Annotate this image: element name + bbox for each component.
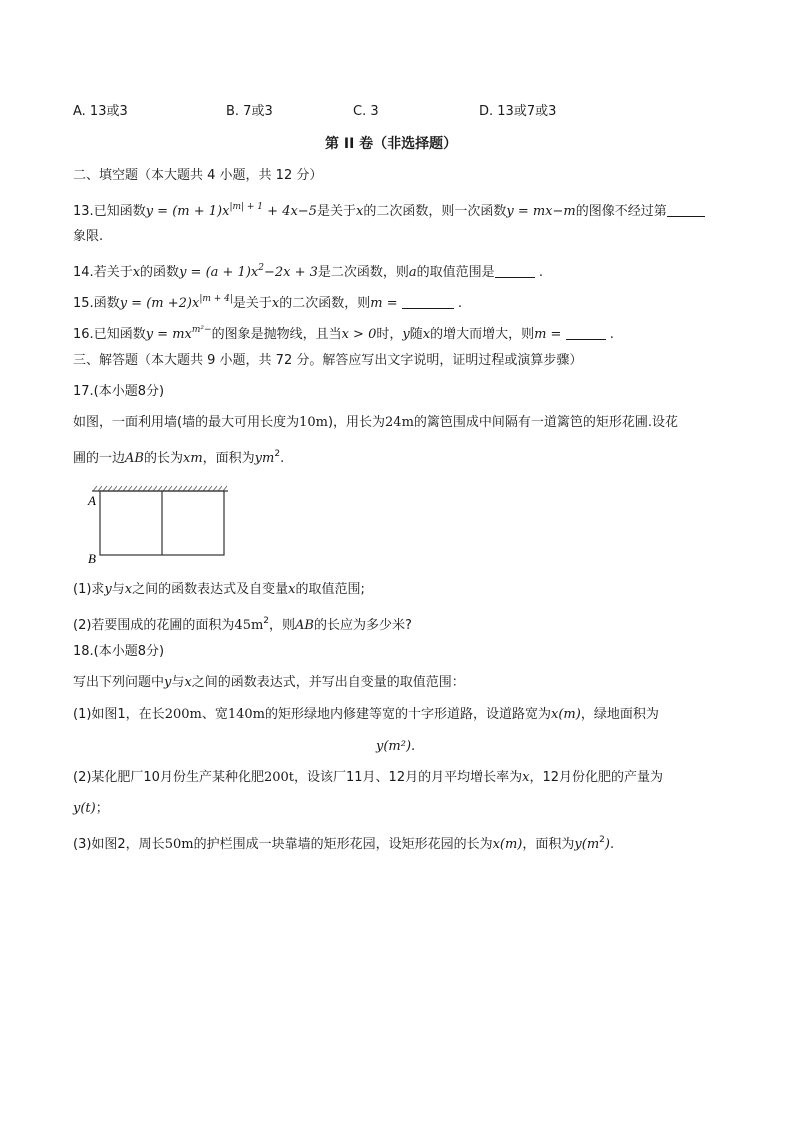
section3-heading: 三、解答题（本大题共 9 小题，共 72 分。解答应写出文字说明，证明过程或演算步骤） <box>73 353 583 368</box>
q13-formula-2: y = mx−m <box>506 204 576 219</box>
label-a: A <box>88 493 96 508</box>
question-16: 16.已知函数$y = mx^{m^2-}$的图象是抛物线，且当x > 0时，y随x的增大而增大，则m = . <box>73 325 614 342</box>
question-18-intro: 写出下列问题中y与x之间的函数表达式，并写出自变量的取值范围： <box>73 675 465 690</box>
question-15: 15.函数$y = (m +2)x^{|m + 4|}$是关于x的二次函数，则m = . <box>73 294 463 311</box>
choice-b: B. 7或3 <box>226 104 273 119</box>
question-17-para1: 如图，一面利用墙(墙的最大可用长度为10m)，用长为24m的篱笆围成中间隔有一道篱笆的矩形花圃.设花 <box>73 415 679 430</box>
q13-number: 13. <box>73 204 94 219</box>
q16-answer-blank <box>566 326 606 340</box>
q16-formula: $y = mx^{m^2-}$ <box>145 325 212 342</box>
question-18-sub1: (1)如图1，在长200m、宽140m的矩形绿地内修建等宽的十字形道路，设道路宽为x(m)，绿地面积为 <box>73 707 659 722</box>
question-13-line1: 13.已知函数$y = (m + 1)x^{|m| + 1} + 4x-5$是关于x的二次函数，则一次函数y = mx−m的图像不经过第 <box>73 197 705 222</box>
q15-formula: $y = (m +2)x^{|m + 4|}$ <box>119 294 233 311</box>
question-18-sub2: (2)某化肥厂10月份生产某种化肥200t，设该厂11月、12月的月平均增长率为x，12月份化肥的产量为 <box>73 770 663 785</box>
q13-formula: $y = (m + 1)x^{|m| + 1} + 4x-5$ <box>145 202 317 219</box>
choice-a: A. 13或3 <box>73 104 128 119</box>
wall-hatching <box>92 486 228 491</box>
question-14: 14.若关于x的函数$y = (a + 1)x^2-2x + 3$是二次函数，则a的取值范围是 . <box>73 263 543 280</box>
q13-text: 已知函数 <box>93 204 146 219</box>
question-18-sub2-line2: y(t)； <box>73 801 109 816</box>
q14-formula: $y = (a + 1)x^2-2x + 3$ <box>179 263 318 280</box>
choice-c: C. 3 <box>353 104 379 119</box>
choice-d: D. 13或7或3 <box>479 104 557 119</box>
question-17-para2: 圃的一边AB的长为xm，面积为$ym^2$. <box>73 449 285 466</box>
question-18-heading: 18.(本小题8分) <box>73 644 165 659</box>
q15-answer-blank <box>402 295 454 309</box>
q13-answer-blank <box>667 203 705 217</box>
question-13-line2: 象限. <box>73 229 104 244</box>
label-b: B <box>88 551 96 565</box>
question-17-sub2: (2)若要围成的花圃的面积为$45m^2$，则AB的长应为多少米? <box>73 616 412 633</box>
q14-answer-blank <box>495 264 535 278</box>
section2-heading: 二、填空题（本大题共 4 小题，共 12 分） <box>73 168 323 183</box>
garden-figure <box>86 483 236 565</box>
question-18-sub3: (3)如图2，周长50m的护栏围成一块靠墙的矩形花园，设矩形花园的长为x(m)，面积为$y(m^2)$. <box>73 835 615 852</box>
question-18-sub1-line2: y(m²). <box>376 739 416 754</box>
part2-title: 第 II 卷（非选择题） <box>325 136 458 152</box>
question-17-heading: 17.(本小题8分) <box>73 384 165 399</box>
question-17-sub1: (1)求y与x之间的函数表达式及自变量x的取值范围; <box>73 582 365 597</box>
